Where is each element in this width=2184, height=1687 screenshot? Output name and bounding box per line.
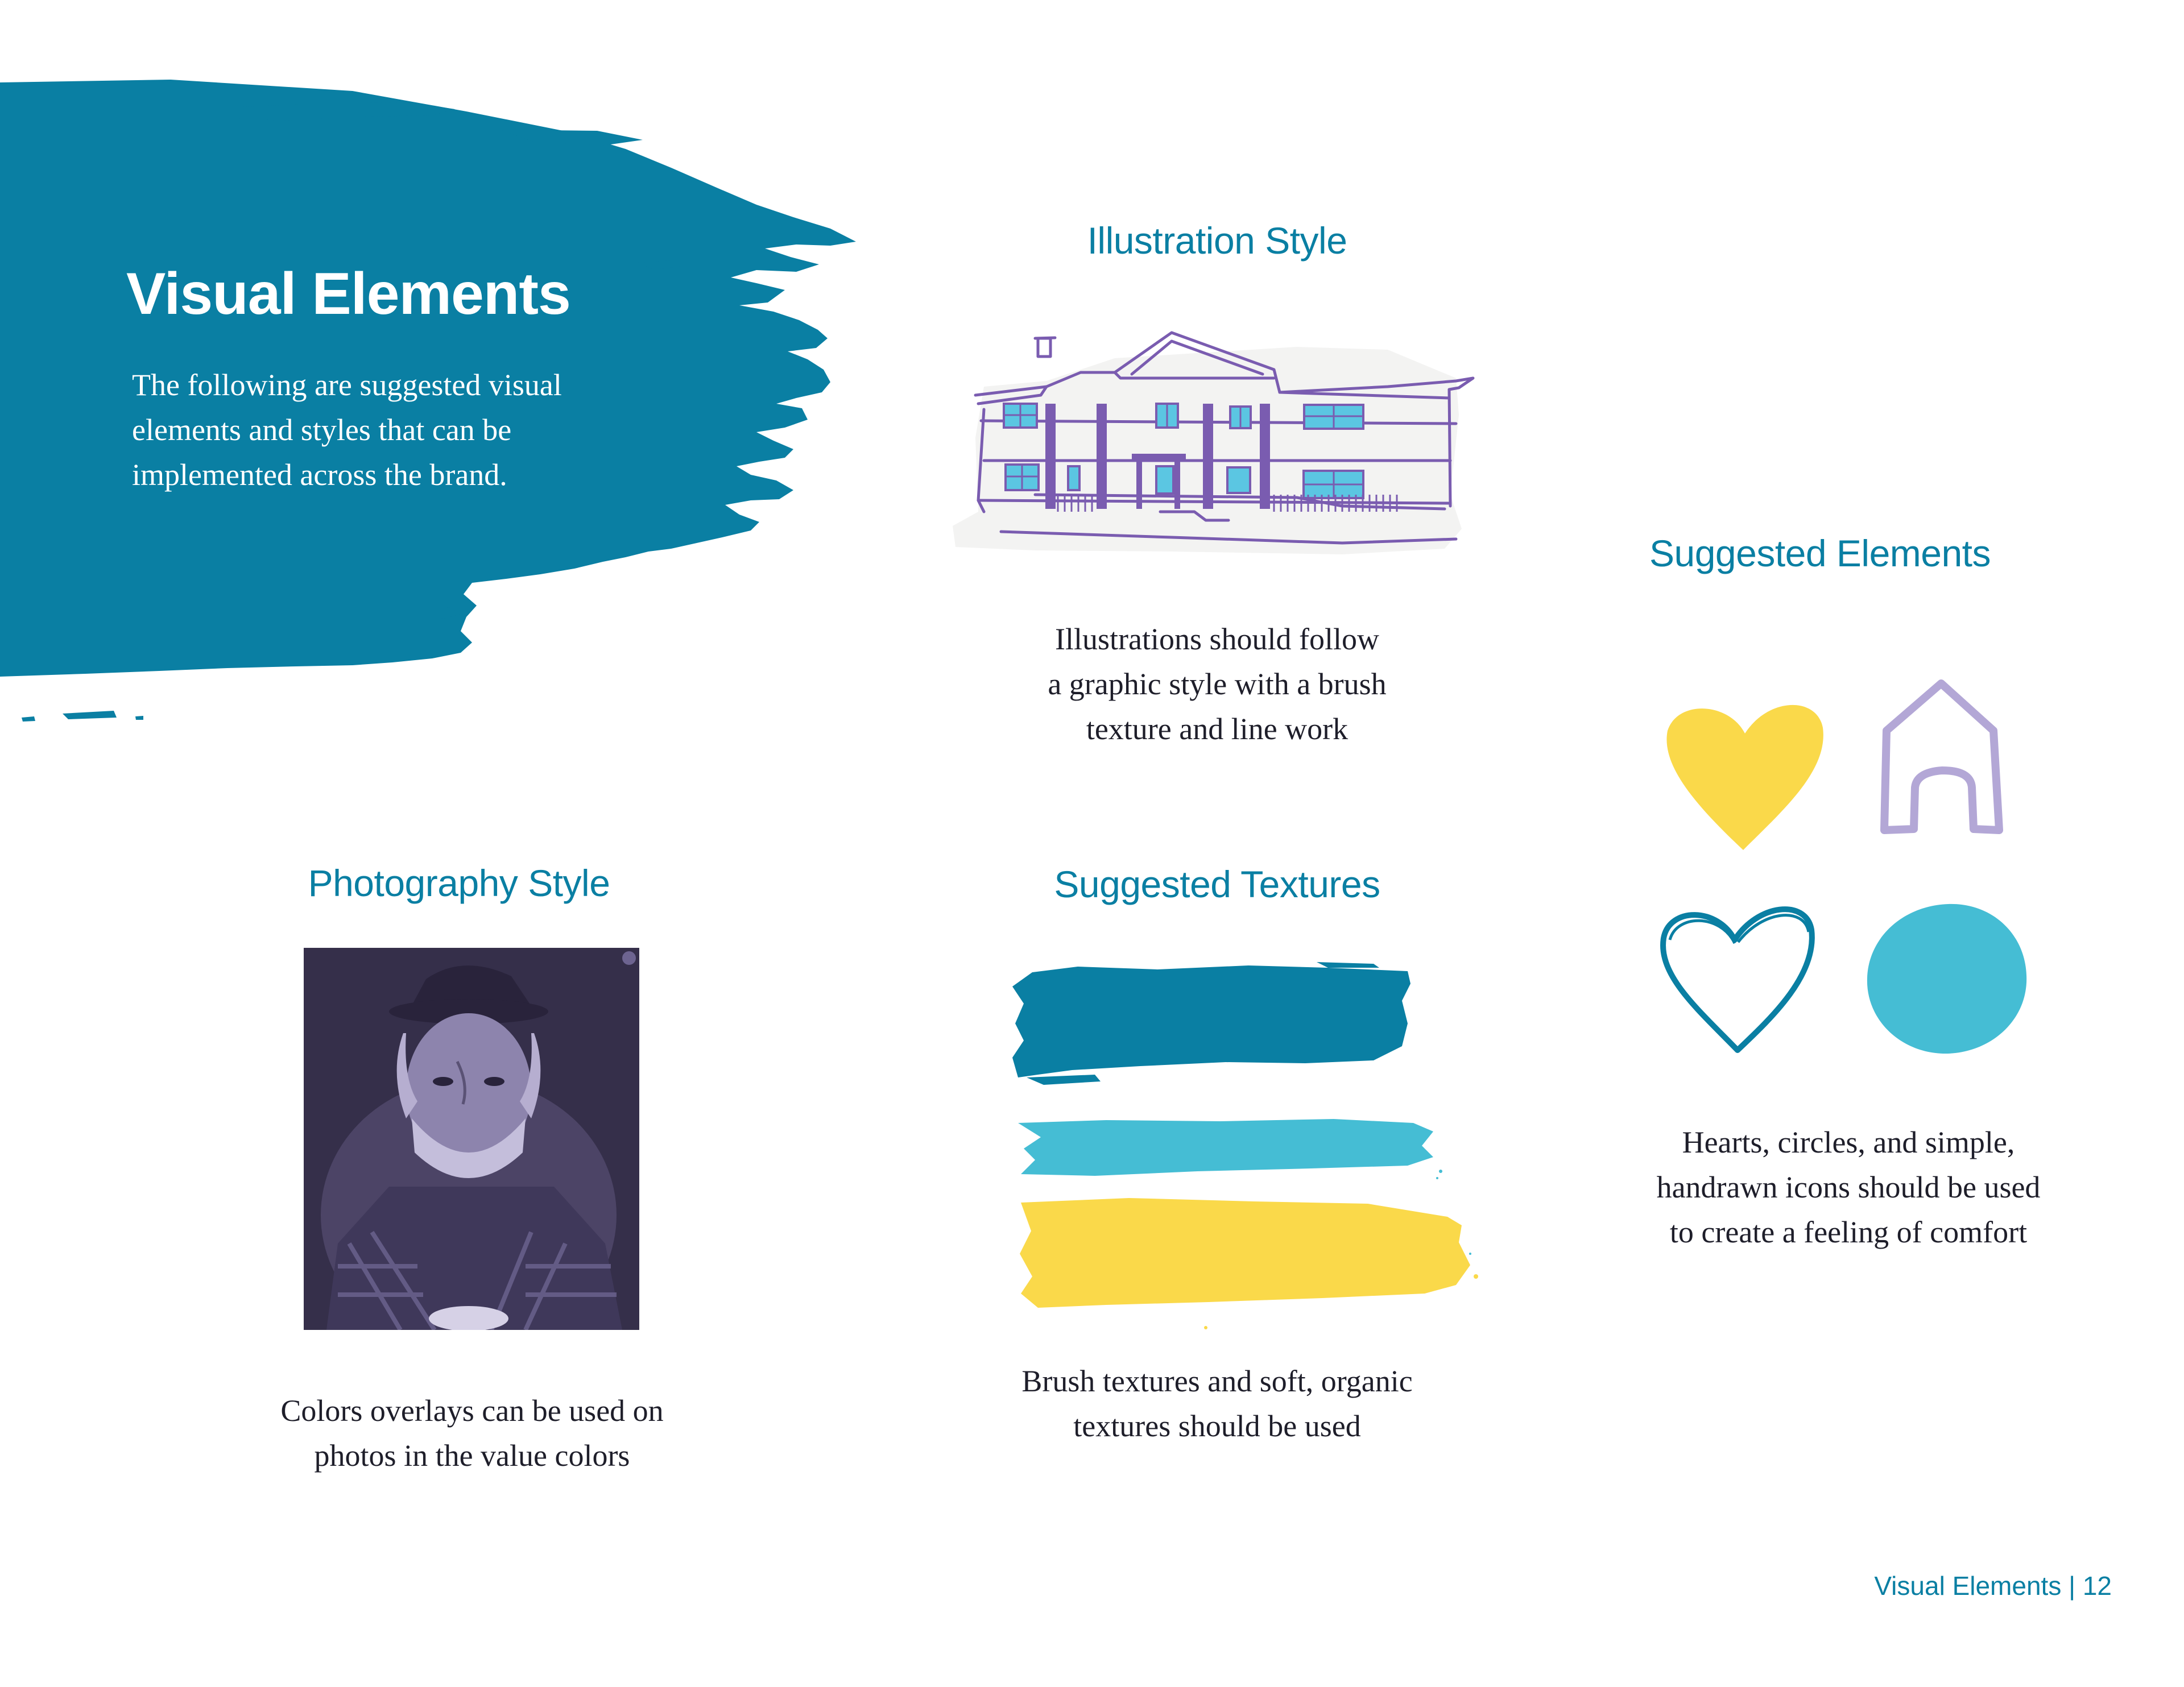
elements-caption-line: to create a feeling of comfort xyxy=(1669,1215,2028,1249)
illustration-caption-line: texture and line work xyxy=(1086,712,1349,746)
elements-caption-line: Hearts, circles, and simple, xyxy=(1682,1125,2015,1159)
textures-caption-line: Brush textures and soft, organic xyxy=(1021,1364,1413,1398)
textures-caption-line: textures should be used xyxy=(1073,1409,1361,1443)
page-intro-line: The following are suggested visual xyxy=(132,368,562,402)
textures-caption xyxy=(933,1359,1502,1449)
page-intro-line: implemented across the brand. xyxy=(132,458,507,492)
portrait-photo xyxy=(304,948,639,1330)
illustration-caption-line: Illustrations should follow xyxy=(1055,622,1379,656)
elements-heading: Suggested Elements xyxy=(1649,532,1991,574)
page-footer: Visual Elements | 12 xyxy=(1874,1571,2112,1601)
photography-heading: Photography Style xyxy=(308,862,610,904)
elements-caption xyxy=(1570,1120,2127,1255)
page-intro-line: elements and styles that can be xyxy=(132,413,512,447)
house-illustration xyxy=(944,324,1479,563)
photography-caption xyxy=(188,1388,756,1478)
lavender-house-icon xyxy=(1874,677,2011,842)
illustration-caption-line: a graphic style with a brush xyxy=(1048,667,1387,701)
yellow-brush-texture xyxy=(1015,1191,1482,1333)
page-intro xyxy=(132,363,562,498)
teal-brush-texture xyxy=(1010,961,1419,1092)
cyan-circle-icon xyxy=(1863,901,2030,1058)
textures-heading: Suggested Textures xyxy=(1054,863,1380,905)
elements-caption-line: handrawn icons should be used xyxy=(1656,1170,2041,1204)
page-title: Visual Elements xyxy=(126,261,570,327)
illustration-caption xyxy=(933,617,1502,752)
photography-caption-line: Colors overlays can be used on xyxy=(280,1394,664,1428)
cyan-brush-texture xyxy=(1015,1114,1447,1183)
photography-caption-line: photos in the value colors xyxy=(314,1439,630,1473)
illustration-heading: Illustration Style xyxy=(1087,219,1347,262)
yellow-heart-icon xyxy=(1661,691,1831,856)
outline-heart-icon xyxy=(1655,896,1826,1060)
